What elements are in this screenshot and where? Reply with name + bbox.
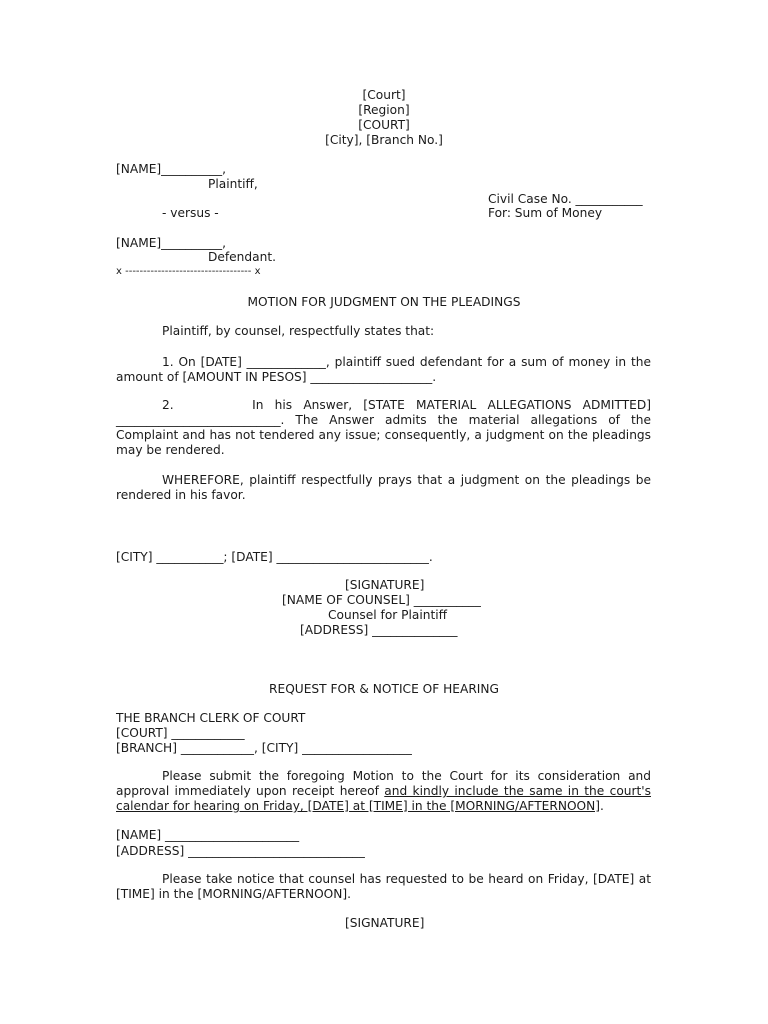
request-name: [NAME] ______________________ [116, 828, 300, 842]
caption-separator: x ----------------------------------- x [116, 266, 261, 277]
notice-paragraph: Please take notice that counsel has requested to be heard on Friday, [DATE] at [TIME] in the [MORNING/AFTERNOON]. [116, 872, 651, 901]
counsel-for: Counsel for Plaintiff [328, 608, 448, 622]
paragraph-2 [116, 398, 651, 458]
request-court: [COURT] ____________ [116, 726, 245, 740]
versus-label: - versus - [162, 206, 219, 220]
court-line-3: [COURT] [358, 118, 410, 132]
case-nature: For: Sum of Money [488, 206, 603, 220]
paragraph-1: 1. On [DATE] _____________, plaintiff sued defendant for a sum of money in the amount of [AMOUNT IN PESOS] ____________________. [116, 355, 651, 384]
civil-case-number: Civil Case No. ___________ [488, 192, 643, 206]
motion-signature: [SIGNATURE] [345, 578, 425, 592]
court-line-2: [Region] [358, 103, 410, 117]
request-addressee: THE BRANCH CLERK OF COURT [116, 711, 306, 725]
request-title: REQUEST FOR & NOTICE OF HEARING [269, 682, 499, 696]
court-line-1: [Court] [362, 88, 406, 102]
request-paragraph [116, 769, 651, 814]
plaintiff-label: Plaintiff, [208, 177, 258, 191]
court-line-4: [City], [Branch No.] [325, 133, 443, 147]
request-signature: [SIGNATURE] [345, 916, 425, 930]
defendant-label: Defendant. [208, 250, 276, 264]
plaintiff-name: [NAME]__________, [116, 162, 226, 176]
request-paragraph-underlined: and kindly include the same in the court's calendar for hearing on Friday, [DATE] at [TIME] in the [MORNING/AFTERNOON] [116, 784, 651, 813]
request-paragraph-text: Please submit the foregoing Motion to the Court for its consideration and approval immediately upon receipt hereof [116, 769, 651, 798]
counsel-address: [ADDRESS] ______________ [300, 623, 458, 637]
request-branch-city: [BRANCH] ____________, [CITY] __________________ [116, 741, 412, 755]
request-paragraph-end: . [600, 799, 604, 813]
motion-title: MOTION FOR JUDGMENT ON THE PLEADINGS [247, 295, 521, 309]
paragraph-2-text: In his Answer, [STATE MATERIAL ALLEGATIONS ADMITTED] ___________________________. The Answer admits the material allegations of the Complaint and has not tendered any issue; consequently, a judgment on the pleadings may be rendered. [116, 398, 651, 457]
wherefore-paragraph: WHEREFORE, plaintiff respectfully prays that a judgment on the pleadings be rendered in his favor. [116, 473, 651, 502]
request-address: [ADDRESS] _____________________________ [116, 844, 365, 858]
city-date-line: [CITY] ___________; [DATE] _________________________. [116, 550, 433, 564]
defendant-name: [NAME]__________, [116, 236, 226, 250]
paragraph-2-number: 2. [162, 398, 174, 412]
motion-intro: Plaintiff, by counsel, respectfully states that: [162, 324, 435, 338]
counsel-name: [NAME OF COUNSEL] ___________ [282, 593, 481, 607]
